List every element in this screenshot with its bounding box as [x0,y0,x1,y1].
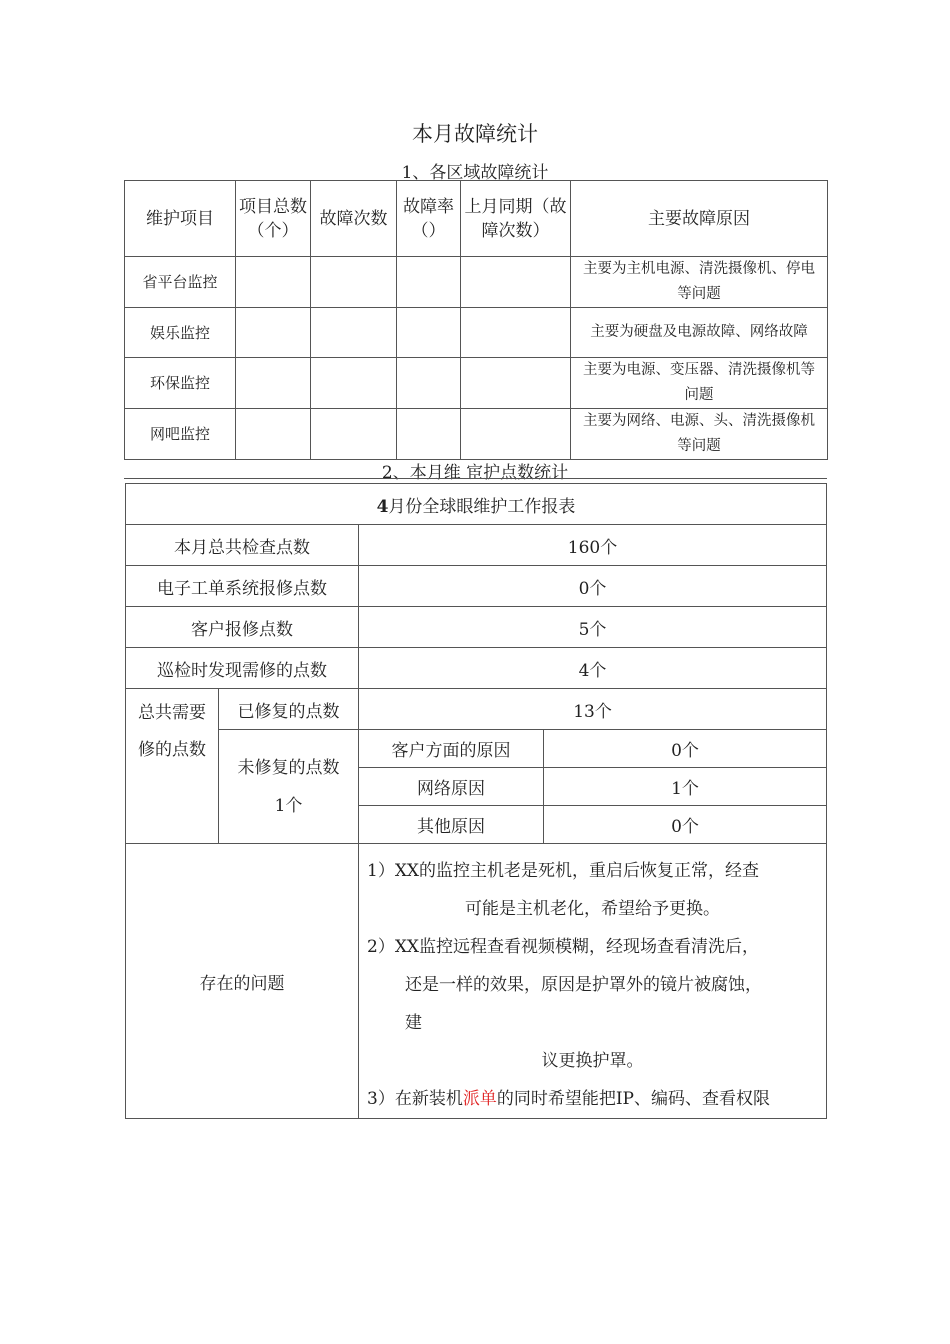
patrol-value: 4个 [359,648,827,689]
repaired-label: 已修复的点数 [219,689,359,730]
row-name: 环保监控 [125,358,236,409]
cell-empty [236,257,311,308]
issues-label: 存在的问题 [126,844,359,1119]
section2-heading: 2、本月维 宦护点数统计 [381,463,569,483]
cell-empty [461,257,571,308]
fault-stats-table [124,180,828,460]
cell-empty [236,409,311,460]
network-reason-value: 1个 [544,768,827,806]
cell-empty [397,358,461,409]
table-row [125,308,828,358]
ework-label: 电子工单系统报修点数 [126,566,359,607]
other-reason-label: 其他原因 [359,806,544,844]
customer-report-label: 客户报修点数 [126,607,359,648]
network-reason-label: 网络原因 [359,768,544,806]
table-row [125,409,828,460]
repaired-value: 13个 [359,689,827,730]
customer-reason-label: 客户方面的原因 [359,730,544,768]
cell-empty [461,358,571,409]
unrepaired-label: 未修复的点数 [237,757,340,778]
patrol-label: 巡检时发现需修的点数 [126,648,359,689]
issue-2-line-4: 议更换护罩。 [541,1051,644,1071]
cell-empty [311,409,397,460]
cell-empty [311,358,397,409]
issue-2-line-2: 还是一样的效果，原因是护罩外的镜片被腐蚀， [405,975,762,995]
unrepaired-cell [219,730,359,844]
issues-content [359,844,827,1119]
issue-1-line-2: 可能是主机老化，希望给予更换。 [465,899,721,919]
total-check-label: 本月总共检查点数 [126,525,359,566]
cell-empty [461,308,571,358]
issue-2-line-3: 建 [405,1013,422,1033]
cell-empty [397,257,461,308]
row-reason: 主要为电源、变压器、清洗摄像机等问题 [571,358,828,409]
header-maintenance-item: 维护项目 [125,181,236,257]
issue-1-line-1: 1）XX的监控主机老是死机，重启后恢复正常，经查 [367,861,760,881]
report-title [126,484,827,525]
header-last-month: 上月同期（故障次数） [461,181,571,257]
issue-3-highlight: 派单 [462,1089,497,1109]
maintenance-report-table [125,483,827,1119]
issue-2-line-1: 2）XX监控远程查看视频模糊，经现场查看清洗后， [367,937,760,957]
header-project-total: 项目总数（个） [236,181,311,257]
cell-empty [236,358,311,409]
divider [124,478,827,479]
row-reason: 主要为网络、电源、头、清洗摄像机等问题 [571,409,828,460]
table-row [125,257,828,308]
issue-3-prefix: 3）在新装机 [367,1089,463,1109]
row-name: 省平台监控 [125,257,236,308]
total-check-value: 160个 [359,525,827,566]
report-title-text: 月份全球眼维护工作报表 [388,496,576,517]
issue-3-suffix: 的同时希望能把IP、编码、查看权限 [496,1089,770,1109]
cell-empty [461,409,571,460]
row-reason: 主要为硬盘及电源故障、网络故障 [571,308,828,358]
cell-empty [311,257,397,308]
other-reason-value: 0个 [544,806,827,844]
page-title: 本月故障统计 [412,122,538,146]
row-name: 娱乐监控 [125,308,236,358]
issue-3-line-1 [367,1080,818,1118]
header-fault-count: 故障次数 [311,181,397,257]
header-main-reason: 主要故障原因 [571,181,828,257]
section1-heading: 1、各区域故障统计 [401,163,549,183]
row-name: 网吧监控 [125,409,236,460]
row-reason: 主要为主机电源、清洗摄像机、停电等问题 [571,257,828,308]
cell-empty [397,308,461,358]
customer-reason-value: 0个 [544,730,827,768]
header-fault-rate: 故障率（） [397,181,461,257]
customer-report-value: 5个 [359,607,827,648]
unrepaired-value: 1个 [274,795,303,816]
report-title-month: 4 [376,496,389,517]
table-row [125,358,828,409]
cell-empty [397,409,461,460]
table-header-row [125,181,828,257]
ework-value: 0个 [359,566,827,607]
need-repair-label: 总共需要修的点数 [126,689,219,844]
cell-empty [236,308,311,358]
cell-empty [311,308,397,358]
